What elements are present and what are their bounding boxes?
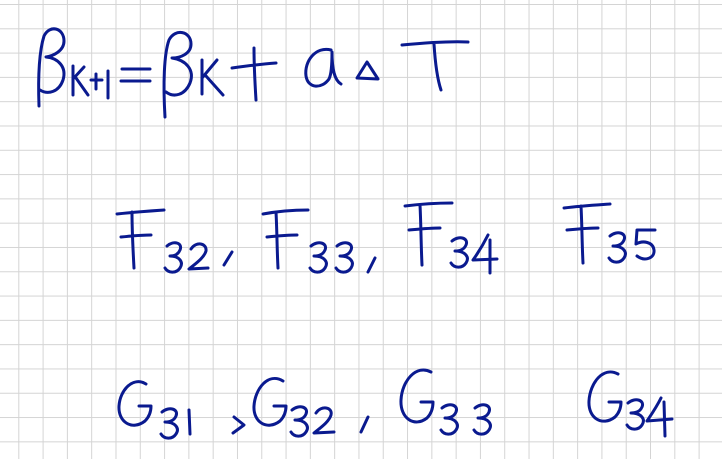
g-row-ink [119, 370, 672, 438]
f34-ink [405, 203, 497, 273]
comma-ink [368, 258, 375, 272]
f-row-ink [117, 203, 655, 273]
g34-ink [589, 372, 672, 436]
f35-ink [564, 204, 655, 263]
plus-ink [232, 48, 276, 100]
f32-ink [117, 210, 232, 272]
f33-ink [263, 210, 375, 272]
comma-ink [224, 252, 232, 265]
t-ink [402, 42, 468, 90]
g32-ink [254, 379, 368, 437]
g31-ink [119, 382, 244, 438]
delta-ink [357, 62, 378, 79]
equals-ink [121, 69, 150, 81]
a-ink [306, 49, 341, 86]
comma-ink [361, 417, 368, 432]
equation-ink [39, 29, 468, 117]
g33-ink [401, 370, 490, 434]
beta-k-plus-1-ink [39, 29, 108, 106]
beta-k-ink [164, 32, 223, 117]
comma-ink [233, 417, 244, 433]
